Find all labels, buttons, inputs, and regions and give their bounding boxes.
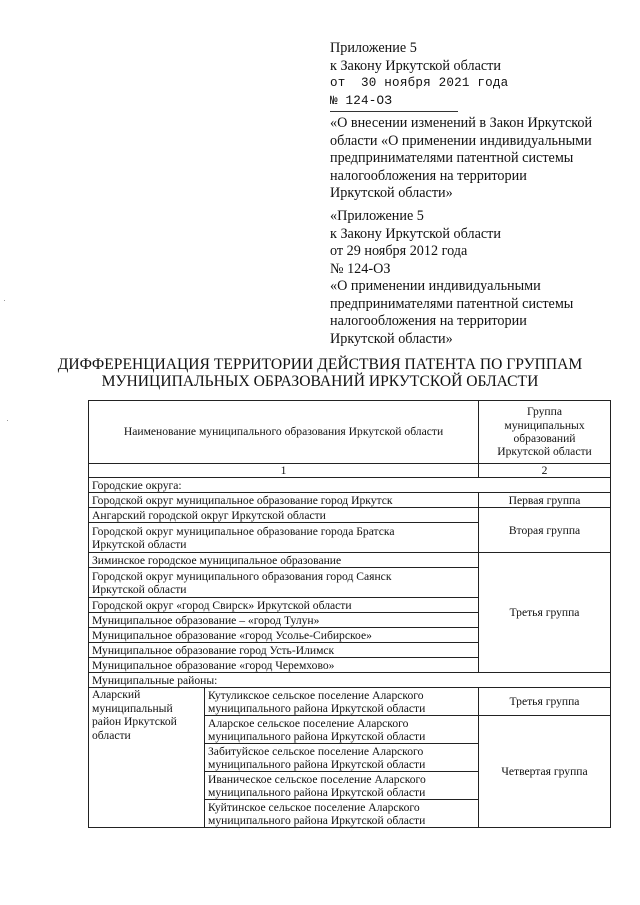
municipality-cell: Муниципальное образование – «город Тулун» (89, 613, 479, 628)
date-prefix: от (330, 76, 346, 90)
settlement-line: муниципального района Иркутской области (208, 813, 426, 827)
group-cell: Вторая группа (479, 508, 611, 553)
district-line: Аларский (92, 688, 141, 702)
appendix-line: Приложение 5 (330, 40, 417, 56)
scan-mark (4, 300, 5, 301)
municipality-cell: Зиминское городское муниципальное образование (89, 553, 479, 568)
municipality-line: Иркутской области (92, 537, 187, 551)
table-row (89, 508, 611, 523)
appendix-line: «Приложение 5 (330, 208, 424, 224)
column-number: 1 (89, 464, 479, 478)
settlement-cell (205, 772, 479, 800)
table-header-row (89, 401, 611, 464)
scan-mark (7, 420, 8, 421)
header-group-line: Иркутской области (497, 445, 592, 459)
header-group-cell (479, 401, 611, 464)
group-cell: Первая группа (479, 493, 611, 508)
district-line: район Иркутской (92, 715, 177, 729)
municipality-cell: Городской округ «город Свирск» Иркутской области (89, 598, 479, 613)
municipality-cell: Ангарский городской округ Иркутской области (89, 508, 479, 523)
header-group-line: муниципальных (504, 418, 585, 432)
appendix-current (330, 40, 630, 203)
subject-line: предпринимателями патентной системы (330, 150, 574, 166)
municipality-line: Иркутской области (92, 582, 187, 596)
subject-line: Иркутской области» (330, 185, 453, 201)
appendix-line: предпринимателями патентной системы (330, 295, 574, 312)
appendix-line: от 29 ноября 2012 года (330, 243, 468, 259)
settlement-line: Аларское сельское поселение Аларского (208, 716, 409, 730)
municipality-line: Городской округ муниципальное образование города Братска (92, 524, 395, 538)
appendix-date (330, 75, 630, 93)
settlement-cell (205, 688, 479, 716)
section-label: Муниципальные районы: (89, 673, 611, 688)
column-number: 2 (479, 464, 611, 478)
group-cell: Третья группа (479, 553, 611, 673)
municipality-cell: Муниципальное образование «город Усолье-Сибирское» (89, 628, 479, 643)
municipality-cell: Городской округ муниципальное образование город Иркутск (89, 493, 479, 508)
subject-line: налогообложения на территории (330, 167, 527, 184)
subject-line: «О внесении изменений в Закон Иркутской (330, 115, 593, 131)
district-name-cell (89, 688, 205, 828)
settlement-line: Кутуликское сельское поселение Аларского (208, 688, 424, 702)
section-row (89, 478, 611, 493)
page-title (0, 356, 640, 390)
underline (330, 111, 458, 112)
municipality-cell: Муниципальное образование «город Черемхово» (89, 658, 479, 673)
municipality-line: Городской округ муниципального образования город Саянск (92, 569, 392, 583)
appendix-original (330, 208, 630, 348)
number-sign: № (330, 93, 338, 108)
settlement-line: муниципального района Иркутской области (208, 701, 426, 715)
municipality-cell (89, 568, 479, 598)
group-cell: Третья группа (479, 688, 611, 716)
settlement-line: муниципального района Иркутской области (208, 785, 426, 799)
group-cell: Четвертая группа (479, 716, 611, 828)
header-group-line: образований (513, 432, 576, 445)
settlement-line: муниципального района Иркутской области (208, 729, 426, 743)
table-row (89, 493, 611, 508)
subject-line: области «О применении индивидуальными (330, 132, 592, 149)
settlement-cell (205, 800, 479, 828)
appendix-line: Иркутской области» (330, 330, 453, 347)
settlement-cell (205, 716, 479, 744)
date-value: 30 ноября 2021 года (361, 76, 509, 90)
table-row (89, 688, 611, 716)
appendix-line: «О применении индивидуальными (330, 278, 541, 294)
appendix-line: налогообложения на территории (330, 313, 527, 329)
district-line: муниципальный (92, 701, 173, 715)
municipality-cell: Муниципальное образование город Усть-Илимск (89, 643, 479, 658)
settlement-cell (205, 744, 479, 772)
header-name-cell: Наименование муниципального образования Иркутской области (89, 401, 479, 464)
header-group-line: Группа (527, 405, 562, 419)
table-row (89, 553, 611, 568)
settlement-line: Куйтинское сельское поселение Аларского (208, 800, 420, 814)
settlement-line: Забитуйское сельское поселение Аларского (208, 744, 424, 758)
groups-table (88, 400, 611, 828)
municipality-cell (89, 523, 479, 553)
appendix-number (330, 93, 630, 111)
column-number-row (89, 464, 611, 478)
section-row (89, 673, 611, 688)
appendix-line: № 124-ОЗ (330, 260, 391, 277)
appendix-line: к Закону Иркутской области (330, 225, 501, 242)
district-line: области (92, 728, 131, 742)
settlement-line: Иваническое сельское поселение Аларского (208, 772, 426, 786)
number-value: 124-ОЗ (345, 93, 393, 108)
title-line: МУНИЦИПАЛЬНЫХ ОБРАЗОВАНИЙ ИРКУТСКОЙ ОБЛАСТИ (101, 373, 539, 390)
settlement-line: муниципального района Иркутской области (208, 757, 426, 771)
appendix-line: к Закону Иркутской области (330, 57, 501, 74)
title-line: ДИФФЕРЕНЦИАЦИЯ ТЕРРИТОРИИ ДЕЙСТВИЯ ПАТЕНТА ПО ГРУППАМ (57, 356, 583, 373)
section-label: Городские округа: (89, 478, 611, 493)
